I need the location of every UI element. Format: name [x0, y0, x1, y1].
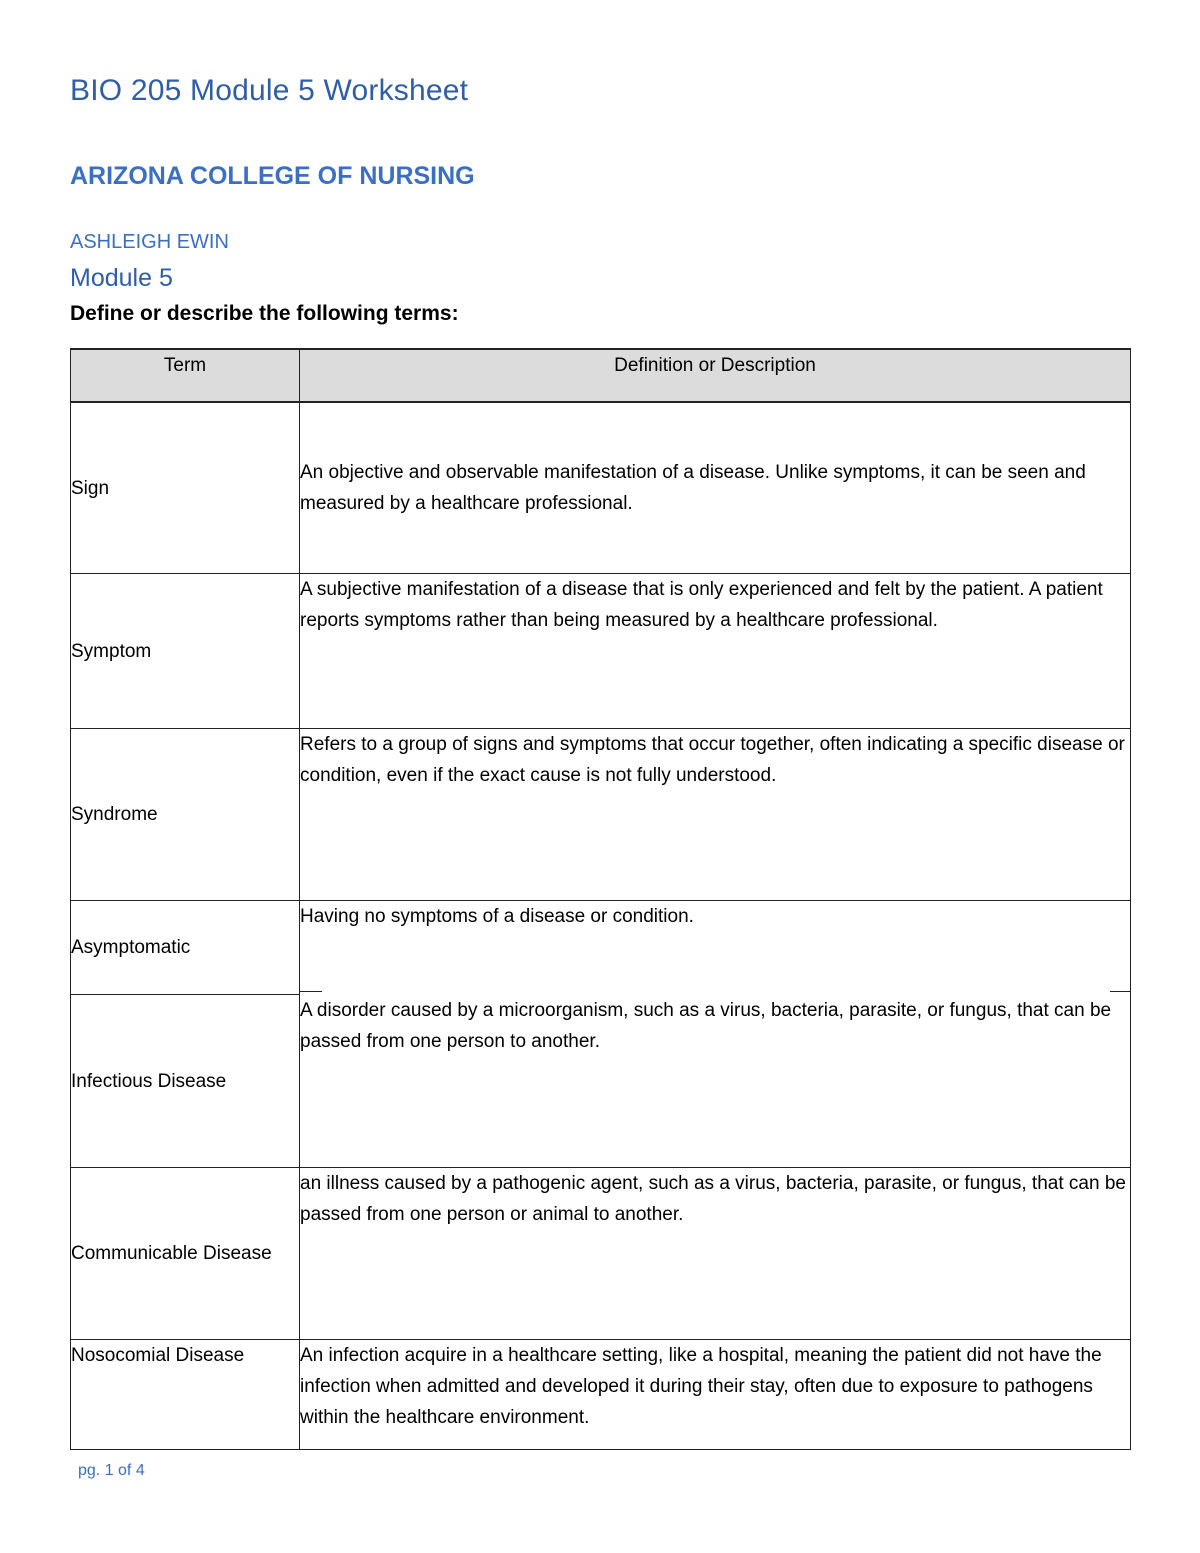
- table-row: [71, 1340, 1131, 1450]
- table-row: [71, 402, 1131, 574]
- definition-cell: An objective and observable manifestation of a disease. Unlike symptoms, it can be seen and measured by a healthcare professional.: [300, 402, 1131, 574]
- term-cell: Nosocomial Disease: [71, 1340, 300, 1450]
- page-number: pg. 1 of 4: [78, 1462, 145, 1479]
- term-cell: Symptom: [71, 574, 300, 729]
- column-header-definition: Definition or Description: [300, 349, 1131, 402]
- table-row: [71, 995, 1131, 1168]
- table-header-row: [71, 349, 1131, 402]
- module-heading: Module 5: [70, 264, 173, 292]
- document-title: BIO 205 Module 5 Worksheet: [70, 74, 469, 107]
- column-header-term: Term: [71, 349, 300, 402]
- row-divider-right-stub: [1110, 991, 1130, 992]
- term-cell: Communicable Disease: [71, 1168, 300, 1340]
- definition-cell: an illness caused by a pathogenic agent, such as a virus, bacteria, parasite, or fungus, that can be passed from one person or animal to another.: [300, 1168, 1131, 1340]
- term-cell: Sign: [71, 402, 300, 574]
- definition-cell: Having no symptoms of a disease or condition.: [300, 901, 1131, 995]
- definition-cell: Refers to a group of signs and symptoms that occur together, often indicating a specific disease or condition, even if the exact cause is not fully understood.: [300, 729, 1131, 901]
- definition-cell: An infection acquire in a healthcare setting, like a hospital, meaning the patient did not have the infection when admitted and developed it during their stay, often due to exposure to pathogens within the healthcare environment.: [300, 1340, 1131, 1450]
- row-divider-left-stub: [300, 991, 322, 992]
- terms-table: [70, 348, 1131, 1450]
- student-name: ASHLEIGH EWIN: [70, 231, 229, 253]
- table-row: [71, 574, 1131, 729]
- table-row: [71, 901, 1131, 995]
- term-cell: Syndrome: [71, 729, 300, 901]
- term-cell: Infectious Disease: [71, 995, 300, 1168]
- table-row: [71, 729, 1131, 901]
- definition-cell: A subjective manifestation of a disease that is only experienced and felt by the patient. A patient reports symptoms rather than being measured by a healthcare professional.: [300, 574, 1131, 729]
- definition-cell: A disorder caused by a microorganism, such as a virus, bacteria, parasite, or fungus, that can be passed from one person to another.: [300, 995, 1131, 1168]
- term-cell: Asymptomatic: [71, 901, 300, 995]
- college-name: ARIZONA COLLEGE OF NURSING: [70, 162, 475, 190]
- instructions-text: Define or describe the following terms:: [70, 302, 459, 325]
- table-row: [71, 1168, 1131, 1340]
